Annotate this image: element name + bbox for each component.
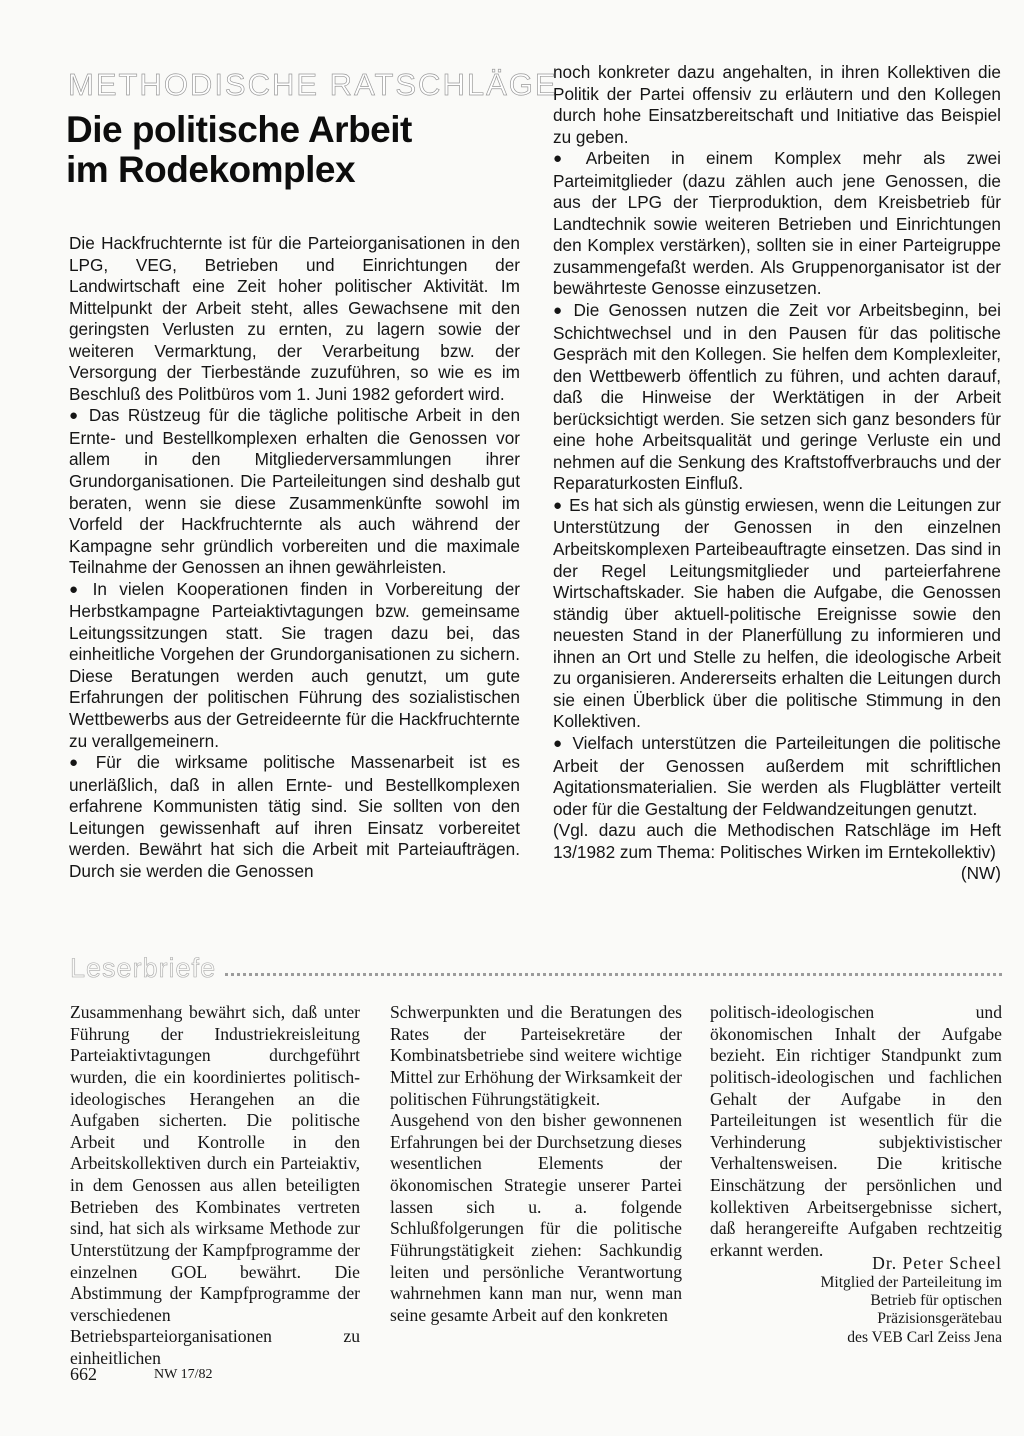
letter-author-affiliation: Mitglied der Parteileitung im xyxy=(820,1274,1002,1291)
article-paragraph: noch konkreter dazu angehalten, in ihren Kollektiven die Politik der Partei offensiv zu erläutern und den Kollegen durch hohe Einsatzbereitschaft und Initiative das Beispiel zu geben. xyxy=(553,62,1001,147)
letter-author-affiliation: Präzisionsgerätebau xyxy=(877,1310,1002,1328)
article-column-1 xyxy=(69,233,520,882)
article-bullet-paragraph: ● Es hat sich als günstig erwiesen, wenn die Leitungen zur Unterstützung der Genossen in den einzelnen Arbeitskomplexen Parteibeauftragte einsetzen. Das sind in der Regel Leitungsmitglieder und parteierfahrene Wirtschaftskader. Sie haben die Aufgabe, die Genossen ständig über aktuell-politische Ereignisse sowie den neuesten Stand in der Planerfüllung zu informieren und ihnen an Ort und Stelle zu helfen, die ideologische Arbeit zu organisieren. Andererseits erhalten die Leitungen durch sie einen Überblick über die politische Stimmung in den Kollektiven. xyxy=(553,495,1001,733)
issue-label: NW 17/82 xyxy=(154,1367,213,1382)
headline-line-2: im Rodekomplex xyxy=(66,149,356,190)
letter-author-affiliation: des VEB Carl Zeiss Jena xyxy=(847,1328,1002,1346)
article-bullet-paragraph: ● Arbeiten in einem Komplex mehr als zwei Parteimitglieder (dazu zählen auch jene Genossen, die aus der LPG der Tierproduktion, dem Kreisbetrieb für Landtechnik sowie weiteren Betrieben und Einrichtungen den Komplex verstärken), sollten sie in einer Parteigruppe zusammengefaßt werden. Als Gruppenorganisator ist der bewährteste Genosse einzusetzen. xyxy=(553,148,1001,300)
article-bullet-paragraph: ● Das Rüstzeug für die tägliche politische Arbeit in den Ernte- und Bestellkomplexen erhalten die Genossen vor allem in den Mitgliederversammlungen ihrer Grundorganisationen. Die Parteileitungen sind deshalb gut beraten, wenn sie diese Zusammenkünfte sowohl im Vorfeld der Hackfruchternte als auch während der Kampagne sehr gründlich vorbereiten und die maximale Teilnahme der Genossen an ihnen gewährleisten. xyxy=(69,405,520,578)
article-headline xyxy=(66,110,506,190)
article-bullet-paragraph: ● In vielen Kooperationen finden in Vorbereitung der Herbstkampagne Parteiaktivtagungen bzw. gemeinsame Leitungssitzungen statt. Sie tragen dazu bei, das einheitliche Vorgehen der Grundorganisationen zu sichern. Diese Beratungen werden auch genutzt, um gute Erfahrungen der politischen Führung des sozialistischen Wettbewerbs aus der Getreideernte für die Hackfruchternte zu verallgemeinern. xyxy=(69,579,520,752)
letter-paragraph: politisch-ideologischen und ökonomischen Inhalt der Aufgabe bezieht. Ein richtiger Standpunkt zum politisch-ideologischen und fachlichen Gehalt der Aufgabe in den Parteileitungen ist wesentlich für die Verhinderung subjektivistischer Verhaltensweisen. Die kritische Einschätzung der persönlichen und kollektiven Arbeitsergebnisse sichert, daß herangereifte Aufgaben rechtzeitig erkannt werden. xyxy=(710,1002,1002,1260)
letter-author-name: Dr. Peter Scheel xyxy=(872,1253,1002,1273)
letter-column-2 xyxy=(390,1002,682,1326)
letters-section-title: Leserbriefe xyxy=(70,953,217,983)
letter-paragraph: Zusammenhang bewährt sich, daß unter Führung der Industriekreisleitung Parteiaktivtagungen durchgeführt wurden, die ein koordiniertes politisch-ideologisches Herangehen an die Aufgaben sicherten. Die politische Arbeit und Kontrolle in den Arbeitskollektiven durch ein Parteiaktiv, in dem Genossen aus allen beteiligten Betrieben des Kombinates vertreten sind, hat sich als wirksame Methode zur Unterstützung der Kampfprogramme der einzelnen GOL bewährt. Die Abstimmung der Kampfprogramme der verschiedenen Betriebsparteiorganisationen zu einheitlichen xyxy=(70,1002,360,1368)
letter-column-3 xyxy=(710,1002,1002,1262)
letter-author-affiliation: Betrieb für optischen xyxy=(870,1292,1002,1310)
section-kicker: METHODISCHE RATSCHLÄGE xyxy=(68,67,558,102)
page-number: 662 xyxy=(70,1364,97,1384)
article-bullet-paragraph: ● Die Genossen nutzen die Zeit vor Arbeitsbeginn, bei Schichtwechsel und in den Pausen für das politische Gespräch mit den Kollegen. Sie helfen dem Komplexleiter, den Wettbewerb öffentlich zu führen, und achten darauf, daß die Hinweise der Werktätigen in der Arbeit berücksichtigt werden. Sie setzen sich ganz besonders für eine hohe Arbeitsqualität und geringe Verluste ein und nehmen auf die Senkung des Kraftstoffverbrauchs und der Reparaturkosten Einfluß. xyxy=(553,300,1001,495)
article-bullet-paragraph: ● Für die wirksame politische Massenarbeit ist es unerläßlich, daß in allen Ernte- und Bestellkomplexen erfahrene Kommunisten tätig sind. Sie sollten von den Leitungen gewissenhaft auf ihren Einsatz vorbereitet werden. Bewährt hat sich die Arbeit mit Parteiaufträgen. Durch sie werden die Genossen xyxy=(69,752,520,882)
letter-paragraph: Schwerpunkten und die Beratungen des Rates der Parteisekretäre der Kombinatsbetriebe sind weitere wichtige Mittel zur Erhöhung der Wirksamkeit der politischen Führungstätigkeit. xyxy=(390,1002,682,1109)
article-reference-note: (Vgl. dazu auch die Methodischen Ratschläge im Heft 13/1982 zum Thema: Politisches Wirken im Erntekollektiv) xyxy=(553,820,1001,862)
headline-line-1: Die politische Arbeit xyxy=(66,109,412,150)
letter-column-1 xyxy=(70,1002,360,1370)
article-signature: (NW) xyxy=(960,863,1001,884)
letters-section-header xyxy=(70,952,1002,986)
article-paragraph: Die Hackfruchternte ist für die Parteiorganisationen in den LPG, VEG, Betrieben und Einrichtungen der Landwirtschaft eine Zeit hoher politischer Aktivität. Im Mittelpunkt der Arbeit steht, alles Gewachsene mit den geringsten Verlusten zu ernten, zu lagern sowie der weiteren Vermarktung, der Verarbeitung bzw. der Versorgung der Tierbestände zuzuführen, so wie es im Beschluß des Politbüros vom 1. Juni 1982 gefordert wird. xyxy=(69,233,520,404)
article-bullet-paragraph: ● Vielfach unterstützen die Parteileitungen die politische Arbeit der Genossen außerdem mit schriftlichen Agitationsmaterialien. Sie werden als Flugblätter verteilt oder für die Gestaltung der Feldwandzeitungen genutzt. xyxy=(553,733,1001,820)
letter-author-block xyxy=(740,1252,1002,1347)
article-column-2 xyxy=(553,62,1001,885)
letter-paragraph: Ausgehend von den bisher gewonnenen Erfahrungen bei der Durchsetzung dieses wesentlichen Elements der ökonomischen Strategie unserer Partei lassen sich u. a. folgende Schlußfolgerungen für die politische Führungstätigkeit ziehen: Sachkundig leiten und persönliche Verantwortung wahrnehmen kann man nur, wenn man seine gesamte Arbeit auf den konkreten xyxy=(390,1110,682,1325)
section-divider xyxy=(225,973,1002,976)
